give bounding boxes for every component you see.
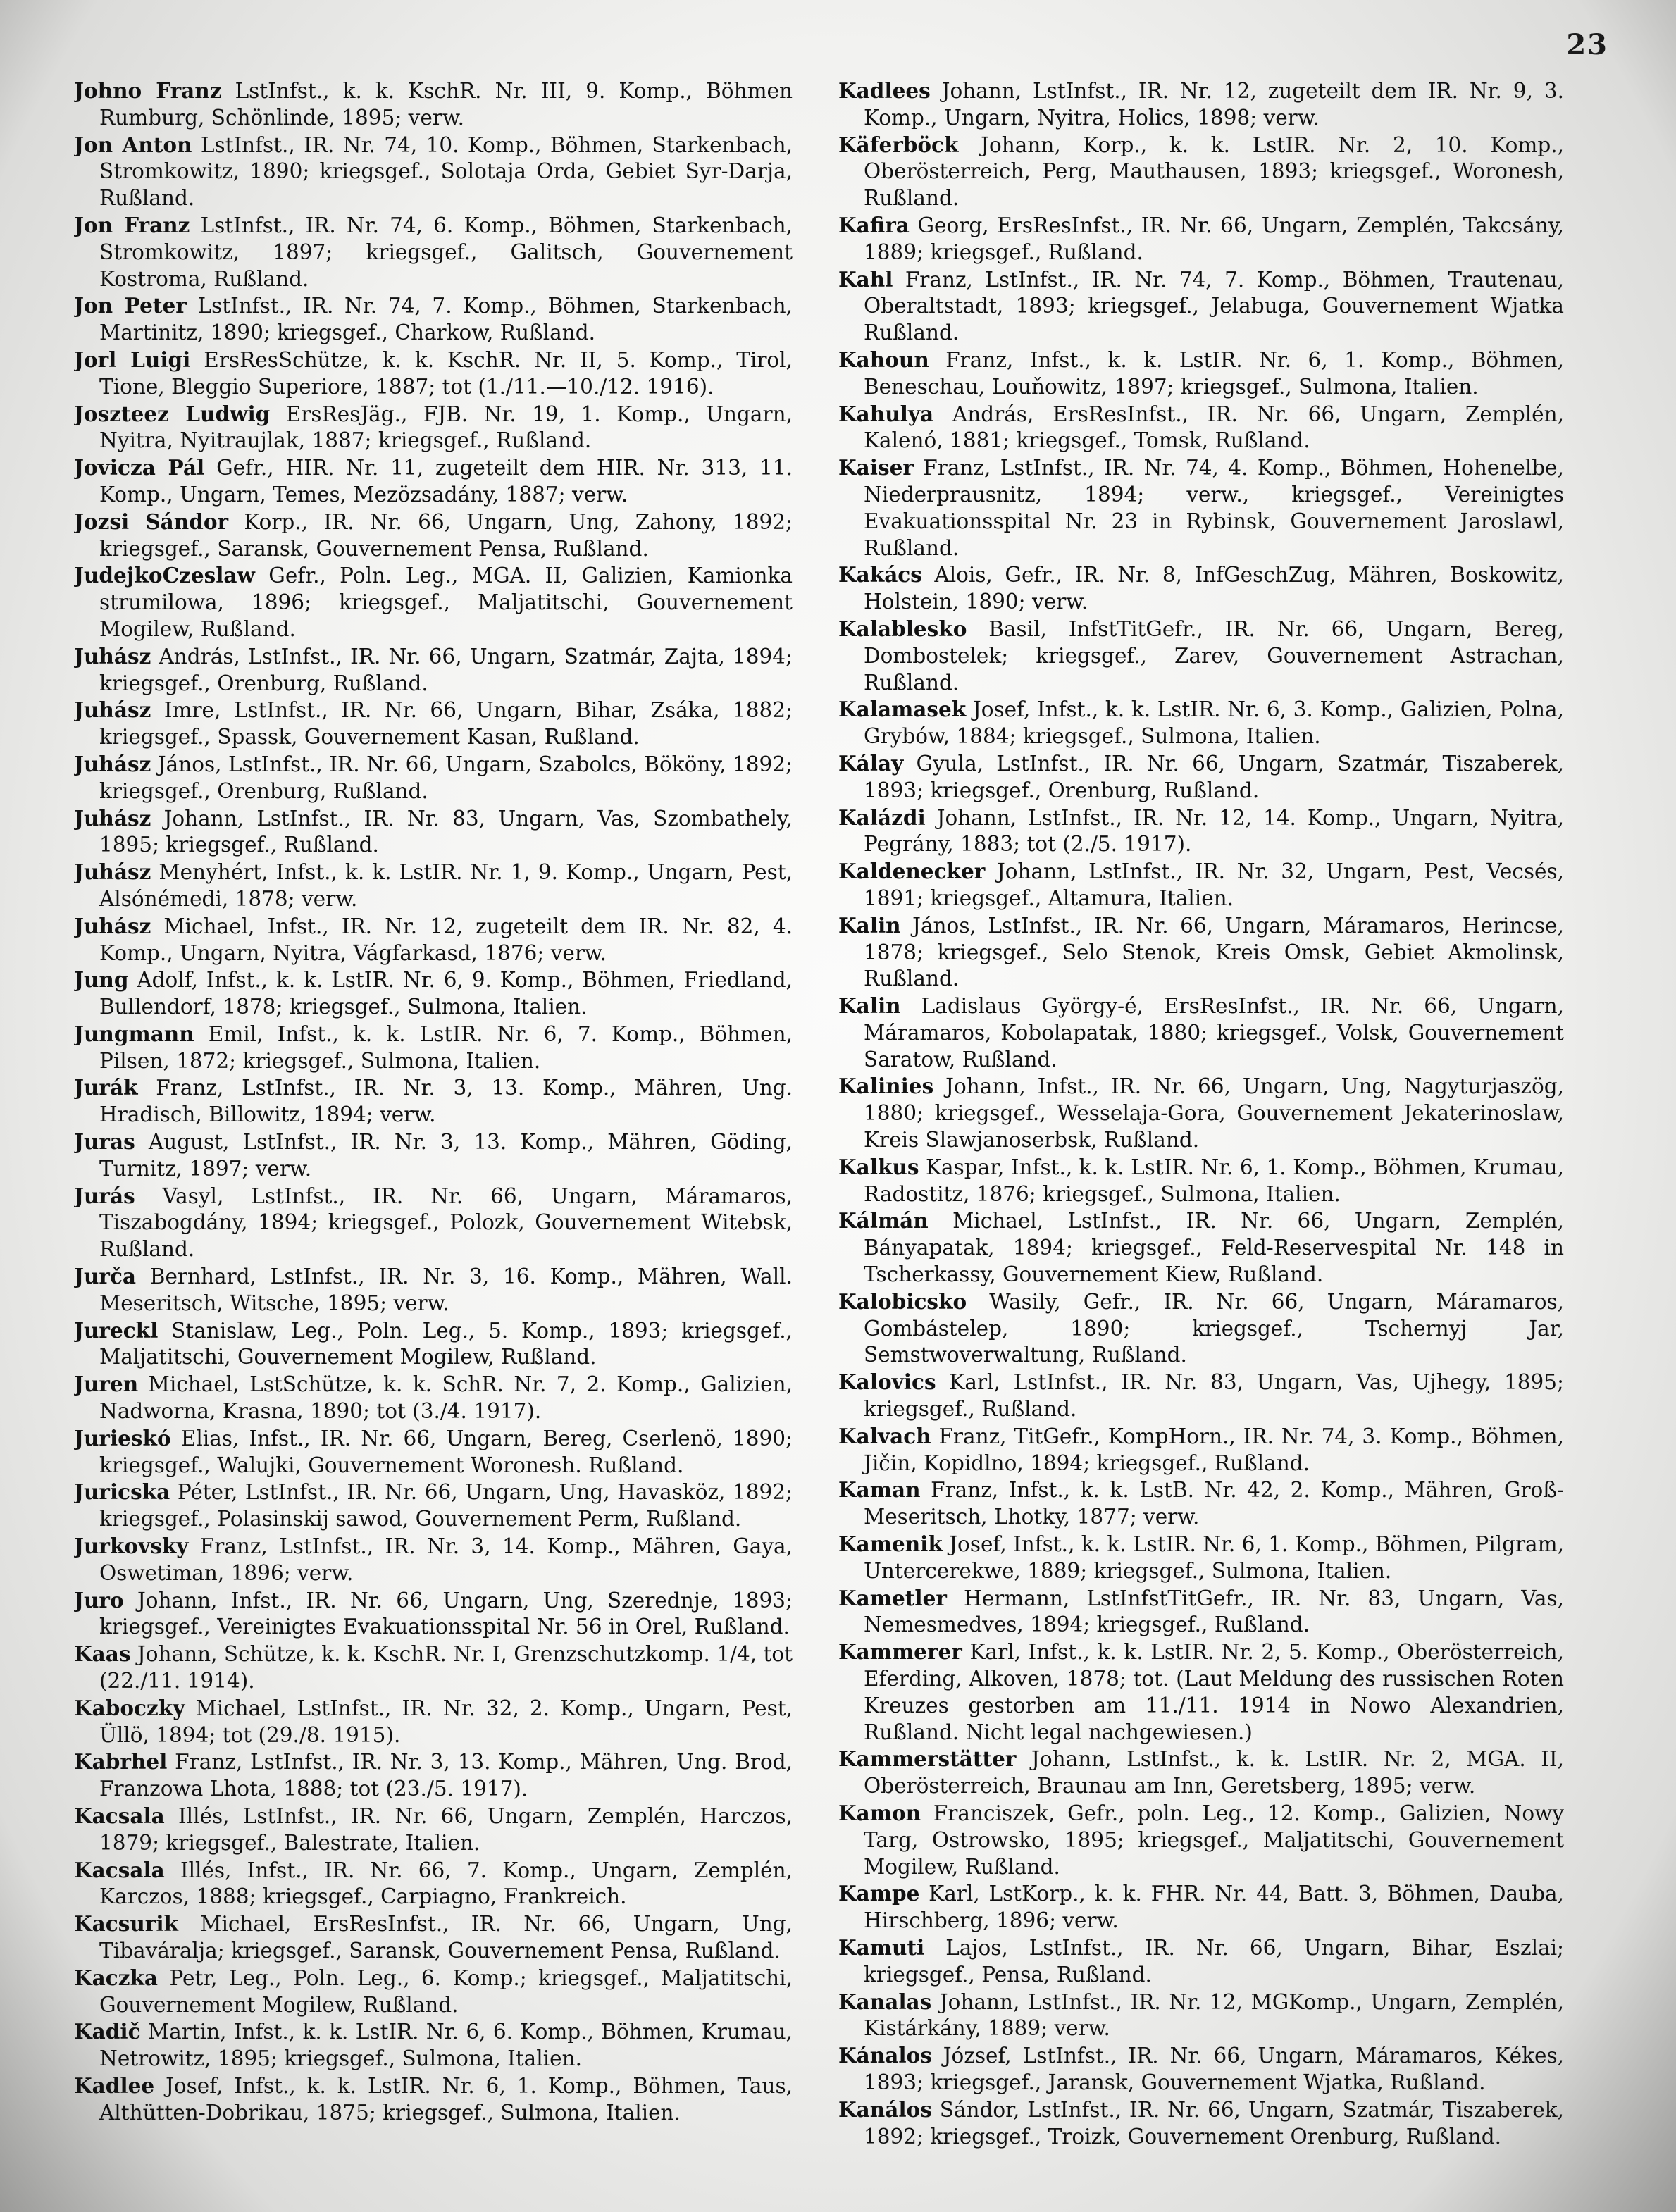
entry-name: Jung (74, 967, 129, 993)
list-entry (838, 132, 1564, 212)
list-entry (74, 454, 793, 509)
list-entry (74, 643, 793, 697)
entry-name: Jureckl (74, 1317, 159, 1343)
entry-text: Franz, Infst., k. k. LstIR. Nr. 6, 1. Komp., Böhmen, Beneschau, Louňowitz, 1897; kriegsgef., Sulmona, Italien. (864, 347, 1564, 399)
list-entry (838, 1639, 1564, 1746)
entry-name: Jon Peter (74, 293, 187, 318)
entry-text: Adolf, Infst., k. k. LstIR. Nr. 6, 9. Komp., Böhmen, Friedland, Bullendorf, 1878; kriegsgef., Sulmona, Italien. (99, 968, 793, 1019)
list-entry (838, 1880, 1564, 1934)
entry-name: Kadlees (838, 78, 931, 103)
entry-name: Jurák (74, 1075, 138, 1100)
list-entry (74, 1748, 793, 1803)
entry-name: Kammerstätter (838, 1746, 1017, 1772)
entry-name: Kaas (74, 1641, 131, 1667)
entry-text: János, LstInfst., IR. Nr. 66, Ungarn, Máramaros, Herincse, 1878; kriegsgef., Selo Stenok, Kreis Omsk, Gebiet Akmolinsk, Rußland. (864, 913, 1564, 991)
entry-text: Michael, Infst., IR. Nr. 12, zugeteilt dem IR. Nr. 82, 4. Komp., Ungarn, Nyitra, Vágfarkasd, 1876; verw. (99, 914, 793, 965)
entry-name: Jungmann (74, 1021, 194, 1046)
list-entry (838, 561, 1564, 616)
entry-name: Jurás (74, 1183, 135, 1208)
list-entry (74, 1183, 793, 1263)
entry-text: Franz, TitGefr., KompHorn., IR. Nr. 74, 3. Komp., Böhmen, Jičin, Kopidlno, 1894; kriegsgef., Rußland. (864, 1424, 1564, 1475)
entry-name: Kahulya (838, 401, 934, 426)
entry-text: LstInfst., IR. Nr. 74, 6. Komp., Böhmen, Starkenbach, Stromkowitz, 1897; kriegsgef., Galitsch, Gouvernement Kostroma, Rußland. (99, 213, 793, 291)
list-entry (838, 1207, 1564, 1288)
entry-name: Jurkovsky (74, 1534, 189, 1559)
entry-name: Kabrhel (74, 1749, 168, 1775)
entry-name: Kalinies (838, 1074, 934, 1099)
list-entry (838, 2042, 1564, 2096)
entry-text: Franz, LstInfst., IR. Nr. 3, 13. Komp., Mähren, Ung. Brod, Franzowa Lhota, 1888; tot (23./5. 1917). (99, 1750, 793, 1801)
entry-text: Emil, Infst., k. k. LstIR. Nr. 6, 7. Komp., Böhmen, Pilsen, 1872; kriegsgef., Sulmona, Italien. (99, 1021, 793, 1073)
entry-name: Kacsala (74, 1803, 165, 1828)
entry-name: Kálmán (838, 1208, 929, 1234)
entry-text: Josef, Infst., k. k. LstIR. Nr. 6, 1. Komp., Böhmen, Pilgram, Untercerekwe, 1889; kriegsgef., Sulmona, Italien. (864, 1532, 1564, 1583)
list-entry (74, 1263, 793, 1317)
entry-text: Basil, InfstTitGefr., IR. Nr. 66, Ungarn, Bereg, Dombostelek; kriegsgef., Zarev, Gouvernement Astrachan, Rußland. (864, 616, 1564, 695)
list-entry (74, 1021, 793, 1075)
list-entry (74, 1371, 793, 1425)
entry-text: Illés, Infst., IR. Nr. 66, 7. Komp., Ungarn, Zemplén, Karczos, 1888; kriegsgef., Carpiagno, Frankreich. (99, 1858, 793, 1909)
entry-text: Johann, LstInfst., IR. Nr. 12, MGKomp., Ungarn, Zemplén, Kistárkány, 1889; verw. (864, 1989, 1564, 2041)
entry-text: Johann, LstInfst., IR. Nr. 12, zugeteilt dem IR. Nr. 9, 3. Komp., Ungarn, Nyitra, Holics, 1898; verw. (864, 79, 1564, 130)
entry-name: Juhász (74, 751, 151, 776)
list-entry (74, 859, 793, 913)
entry-name: Kadič (74, 2019, 141, 2044)
list-entry (74, 1641, 793, 1695)
list-entry (74, 967, 793, 1021)
entry-name: Jovicza Pál (74, 455, 205, 480)
entry-name: Kalkus (838, 1154, 919, 1179)
list-entry (74, 697, 793, 751)
left-column (74, 77, 793, 2149)
entry-name: Kaldenecker (838, 859, 986, 884)
list-entry (838, 266, 1564, 347)
list-entry (74, 1479, 793, 1533)
entry-text: Hermann, LstInfstTitGefr., IR. Nr. 83, Ungarn, Vas, Nemesmedves, 1894; kriegsgef., Rußland. (864, 1586, 1564, 1637)
list-entry (74, 509, 793, 563)
list-entry (838, 401, 1564, 455)
entry-name: Juro (74, 1587, 124, 1613)
entry-name: Kalablesko (838, 616, 967, 641)
entry-name: Jurča (74, 1264, 137, 1289)
list-entry (838, 1154, 1564, 1208)
entry-name: Kaman (838, 1477, 921, 1503)
entry-name: Kanálos (838, 2096, 932, 2122)
entry-text: Franz, LstInfst., IR. Nr. 74, 4. Komp., Böhmen, Hohenelbe, Niederprausnitz, 1894; verw., kriegsgef., Vereinigtes Evakuationsspital Nr. 23 in Rybinsk, Gouvernement Jaroslawl, Rußland. (864, 456, 1564, 560)
entry-name: Kalovics (838, 1369, 936, 1395)
entry-text: Vasyl, LstInfst., IR. Nr. 66, Ungarn, Máramaros, Tiszabogdány, 1894; kriegsgef., Polozk, Gouvernement Witebsk, Rußland. (99, 1183, 793, 1262)
entry-name: Juhász (74, 913, 151, 938)
entry-name: Kalamasek (838, 697, 967, 722)
entry-name: JudejkoCzeslaw (74, 563, 255, 588)
entry-name: Kacsala (74, 1857, 165, 1882)
entry-name: Juhász (74, 697, 151, 723)
page-number: 23 (1566, 28, 1608, 61)
entry-name: Kálay (838, 750, 904, 776)
entry-text: Alois, Gefr., IR. Nr. 8, InfGeschZug, Mähren, Boskowitz, Holstein, 1890; verw. (864, 563, 1564, 614)
entry-text: Korp., IR. Nr. 66, Ungarn, Ung, Zahony, 1892; kriegsgef., Saransk, Gouvernement Pensa, Rußland. (99, 509, 793, 561)
list-entry (74, 2018, 793, 2073)
entry-text: Franz, LstInfst., IR. Nr. 74, 7. Komp., Böhmen, Trautenau, Oberaltstadt, 1893; kriegsgef., Jelabuga, Gouvernement Wjatka Rußland. (864, 267, 1564, 345)
entry-name: Juhász (74, 859, 151, 885)
entry-name: Juhász (74, 643, 151, 669)
list-entry (74, 401, 793, 455)
list-entry (74, 292, 793, 347)
entry-text: Gefr., Poln. Leg., MGA. II, Galizien, Kamionka strumilowa, 1896; kriegsgef., Maljatitschi, Gouvernement Mogilew, Rußland. (99, 564, 793, 641)
entry-name: Kanalas (838, 1989, 932, 2014)
list-entry (74, 1425, 793, 1479)
entry-text: Josef, Infst., k. k. LstIR. Nr. 6, 1. Komp., Böhmen, Taus, Althütten-Dobrikau, 1875; kriegsgef., Sulmona, Italien. (99, 2073, 793, 2125)
entry-text: Georg, ErsResInfst., IR. Nr. 66, Ungarn, Zemplén, Takcsány, 1889; kriegsgef., Rußland. (864, 213, 1564, 264)
entry-text: Stanislaw, Leg., Poln. Leg., 5. Komp., 1893; kriegsgef., Maljatitschi, Gouvernement Mogilew, Rußland. (99, 1318, 793, 1369)
entry-name: Johno Franz (74, 78, 222, 103)
entry-name: Kahoun (838, 347, 929, 372)
list-entry (838, 1531, 1564, 1585)
list-entry (74, 1695, 793, 1749)
entry-text: Illés, LstInfst., IR. Nr. 66, Ungarn, Zemplén, Harczos, 1879; kriegsgef., Balestrate, Italien. (99, 1804, 793, 1855)
entry-text: Bernhard, LstInfst., IR. Nr. 3, 16. Komp., Mähren, Wall. Meseritsch, Witsche, 1895; verw. (99, 1265, 793, 1315)
entry-text: Johann, Korp., k. k. LstIR. Nr. 2, 10. Komp., Oberösterreich, Perg, Mauthausen, 1893; kriegsgef., Woronesh, Rußland. (864, 132, 1564, 211)
list-entry (838, 347, 1564, 401)
list-entry (74, 212, 793, 292)
entry-text: Johann, Infst., IR. Nr. 66, Ungarn, Ung, Nagyturjaszög, 1880; kriegsgef., Wesselaja-Gora, Gouvernement Jekaterinoslaw, Kreis Slawjanoserbsk, Rußland. (864, 1074, 1564, 1152)
entry-text: Péter, LstInfst., IR. Nr. 66, Ungarn, Ung, Havasköz, 1892; kriegsgef., Polasinskij sawod, Gouvernement Perm, Rußland. (99, 1480, 793, 1531)
list-entry (838, 750, 1564, 804)
list-entry (838, 1989, 1564, 2043)
entry-name: Kaczka (74, 1965, 159, 1990)
entry-text: Menyhért, Infst., k. k. LstIR. Nr. 1, 9. Komp., Ungarn, Pest, Alsónémedi, 1878; verw. (99, 860, 793, 911)
entry-text: Lajos, LstInfst., IR. Nr. 66, Ungarn, Bihar, Eszlai; kriegsgef., Pensa, Rußland. (864, 1935, 1564, 1987)
list-entry (74, 751, 793, 805)
entry-text: Johann, LstInfst., IR. Nr. 83, Ungarn, Vas, Szombathely, 1895; kriegsgef., Rußland. (99, 806, 793, 857)
entry-name: Kaiser (838, 455, 914, 480)
entry-name: Kahl (838, 266, 893, 292)
entry-text: Johann, Schütze, k. k. KschR. Nr. I, Grenzschutzkomp. 1/4, tot (22./11. 1914). (99, 1642, 793, 1694)
entry-text: Kaspar, Infst., k. k. LstIR. Nr. 6, 1. Komp., Böhmen, Krumau, Radostitz, 1876; kriegsgef., Sulmona, Italien. (864, 1155, 1564, 1206)
entry-text: Martin, Infst., k. k. LstIR. Nr. 6, 6. Komp., Böhmen, Krumau, Netrowitz, 1895; kriegsgef., Sulmona, Italien. (99, 2020, 793, 2071)
entry-text: LstInfst., IR. Nr. 74, 10. Komp., Böhmen, Starkenbach, Stromkowitz, 1890; kriegsgef., Solotaja Orda, Gebiet Syr-Darja, Rußland. (99, 132, 793, 211)
entry-text: Wasily, Gefr., IR. Nr. 66, Ungarn, Máramaros, Gombástelep, 1890; kriegsgef., Tschernyj Jar, Semstwoverwaltung, Rußland. (864, 1289, 1564, 1367)
entry-text: János, LstInfst., IR. Nr. 66, Ungarn, Szabolcs, Bököny, 1892; kriegsgef., Orenburg, Rußland. (99, 752, 793, 803)
list-entry (838, 77, 1564, 132)
list-entry (74, 77, 793, 132)
entry-text: Johann, LstInfst., IR. Nr. 12, 14. Komp., Ungarn, Nyitra, Pegrány, 1883; tot (2./5. 1917). (864, 805, 1564, 857)
entry-name: Käferböck (838, 132, 959, 157)
list-entry (74, 913, 793, 967)
list-entry (74, 1129, 793, 1183)
entry-name: Kalin (838, 993, 901, 1019)
entry-name: Kalázdi (838, 804, 926, 830)
entry-text: Imre, LstInfst., IR. Nr. 66, Ungarn, Bihar, Zsáka, 1882; kriegsgef., Spassk, Gouvernement Kasan, Rußland. (99, 698, 793, 750)
entry-name: Kalobicsko (838, 1288, 967, 1314)
entry-name: Jorl Luigi (74, 347, 191, 372)
entry-name: Jon Franz (74, 212, 190, 237)
list-entry (74, 2073, 793, 2127)
entry-name: Jon Anton (74, 132, 192, 157)
list-entry (838, 1073, 1564, 1153)
entry-name: Kammerer (838, 1639, 962, 1665)
list-entry (74, 132, 793, 212)
entry-text: Gyula, LstInfst., IR. Nr. 66, Ungarn, Szatmár, Tiszaberek, 1893; kriegsgef., Orenburg, Rußland. (864, 751, 1564, 802)
entry-text: LstInfst., k. k. KschR. Nr. III, 9. Komp., Böhmen Rumburg, Schönlinde, 1895; verw. (99, 79, 793, 130)
list-entry (838, 1423, 1564, 1477)
entry-text: Elias, Infst., IR. Nr. 66, Ungarn, Bereg, Cserlenö, 1890; kriegsgef., Walujki, Gouvernement Woronesh. Rußland. (99, 1426, 793, 1477)
list-entry (838, 858, 1564, 912)
entry-name: Kamuti (838, 1934, 925, 1960)
entry-name: Kafira (838, 212, 910, 237)
list-entry (74, 1074, 793, 1129)
entry-text: ErsResSchütze, k. k. KschR. Nr. II, 5. Komp., Tirol, Tione, Bleggio Superiore, 1887; tot (1./11.—10./12. 1916). (99, 347, 793, 399)
list-entry (838, 1288, 1564, 1369)
entry-name: Kamon (838, 1801, 921, 1825)
entry-name: Juhász (74, 805, 151, 831)
entry-text: Michael, LstSchütze, k. k. SchR. Nr. 7, 2. Komp., Galizien, Nadworna, Krasna, 1890; tot (3./4. 1917). (99, 1372, 793, 1424)
list-entry (74, 805, 793, 859)
list-entry (74, 562, 793, 642)
list-entry (74, 1965, 793, 2019)
entry-name: Juras (74, 1129, 135, 1155)
list-entry (838, 1477, 1564, 1531)
list-entry (74, 1857, 793, 1911)
entry-text: Franz, LstInfst., IR. Nr. 3, 14. Komp., Mähren, Gaya, Oswetiman, 1896; verw. (99, 1534, 793, 1585)
list-entry (74, 1910, 793, 1965)
entry-text: August, LstInfst., IR. Nr. 3, 13. Komp., Mähren, Göding, Turnitz, 1897; verw. (99, 1130, 793, 1181)
entry-text: ErsResJäg., FJB. Nr. 19, 1. Komp., Ungarn, Nyitra, Nyitraujlak, 1887; kriegsgef., Rußland. (99, 402, 793, 453)
entry-text: Ladislaus György-é, ErsResInfst., IR. Nr. 66, Ungarn, Máramaros, Kobolapatak, 1880; kriegsgef., Volsk, Gouvernement Saratow, Rußland. (864, 994, 1564, 1071)
entry-name: Kalvach (838, 1423, 931, 1448)
entry-name: Kaboczky (74, 1695, 185, 1720)
list-entry (74, 1533, 793, 1587)
entry-text: Gefr., HIR. Nr. 11, zugeteilt dem HIR. Nr. 313, 11. Komp., Ungarn, Temes, Mezözsadány, 1887; verw. (99, 456, 793, 507)
entry-name: Kamenik (838, 1531, 943, 1557)
list-entry (838, 454, 1564, 561)
right-column (838, 77, 1564, 2149)
entry-name: Jozsi Sándor (74, 509, 229, 534)
entry-text: András, LstInfst., IR. Nr. 66, Ungarn, Szatmár, Zajta, 1894; kriegsgef., Orenburg, Rußland. (99, 644, 793, 695)
entry-text: Johann, LstInfst., k. k. LstIR. Nr. 2, MGA. II, Oberösterreich, Braunau am Inn, Geretsberg, 1895; verw. (864, 1747, 1564, 1798)
entry-text: Petr, Leg., Poln. Leg., 6. Komp.; kriegsgef., Maljatitschi, Gouvernement Mogilew, Rußland. (99, 1965, 793, 2017)
entry-name: Kacsurik (74, 1911, 178, 1937)
list-entry (838, 212, 1564, 266)
list-entry (838, 1746, 1564, 1800)
entry-name: Kakács (838, 562, 922, 588)
list-entry (74, 1803, 793, 1857)
entry-name: Kadlee (74, 2073, 155, 2098)
list-entry (838, 1800, 1564, 1880)
entry-text: Josef, Infst., k. k. LstIR. Nr. 6, 3. Komp., Galizien, Polna, Grybów, 1884; kriegsgef., Sulmona, Italien. (864, 697, 1564, 749)
entry-text: Karl, LstInfst., IR. Nr. 83, Ungarn, Vas, Ujhegy, 1895; kriegsgef., Rußland. (864, 1370, 1564, 1422)
entry-text: András, ErsResInfst., IR. Nr. 66, Ungarn, Zemplén, Kalenó, 1881; kriegsgef., Tomsk, Rußland. (864, 402, 1564, 453)
entry-name: Kalin (838, 912, 901, 938)
entry-name: Kánalos (838, 2043, 932, 2068)
list-entry (74, 1317, 793, 1372)
entry-text: Michael, LstInfst., IR. Nr. 32, 2. Komp., Ungarn, Pest, Üllö, 1894; tot (29./8. 1915). (99, 1696, 793, 1747)
entry-text: Sándor, LstInfst., IR. Nr. 66, Ungarn, Szatmár, Tiszaberek, 1892; kriegsgef., Troizk, Gouvernement Orenburg, Rußland. (864, 2097, 1564, 2149)
entry-name: Juricska (74, 1479, 170, 1505)
entry-text: Johann, Infst., IR. Nr. 66, Ungarn, Ung, Szerednje, 1893; kriegsgef., Vereinigtes Evakuationsspital Nr. 56 in Orel, Rußland. (99, 1588, 793, 1639)
list-entry (838, 616, 1564, 696)
entry-text: Franz, Infst., k. k. LstB. Nr. 42, 2. Komp., Mähren, Groß-Meseritsch, Lhotky, 1877; verw. (864, 1478, 1564, 1529)
entry-name: Kametler (838, 1585, 947, 1610)
entry-text: Franz, LstInfst., IR. Nr. 3, 13. Komp., Mähren, Ung. Hradisch, Billowitz, 1894; verw. (99, 1076, 793, 1127)
list-entry (838, 1934, 1564, 1989)
entry-text: LstInfst., IR. Nr. 74, 7. Komp., Böhmen, Starkenbach, Martinitz, 1890; kriegsgef., Charkow, Rußland. (99, 294, 793, 345)
entry-name: Juren (74, 1372, 139, 1397)
list-entry (838, 1369, 1564, 1423)
entry-text: Karl, Infst., k. k. LstIR. Nr. 2, 5. Komp., Oberösterreich, Eferding, Alkoven, 1878; tot. (Laut Meldung des russischen Roten Kreuzes gestorben am 11./11. 1914 in Nowo Alexandrien, Rußland. Nicht legal nachgewiesen.) (864, 1640, 1564, 1744)
entry-text: Johann, LstInfst., IR. Nr. 32, Ungarn, Pest, Vecsés, 1891; kriegsgef., Altamura, Italien. (864, 859, 1564, 910)
list-entry (74, 1587, 793, 1641)
list-entry (838, 993, 1564, 1073)
entry-text: Michael, LstInfst., IR. Nr. 66, Ungarn, Zemplén, Bányapatak, 1894; kriegsgef., Feld-Reservespital Nr. 148 in Tscherkassy, Gouvernement Kiew, Rußland. (864, 1209, 1564, 1287)
list-entry (838, 912, 1564, 993)
list-entry (838, 1585, 1564, 1639)
entry-text: Franciszek, Gefr., poln. Leg., 12. Komp., Galizien, Nowy Targ, Ostrowsko, 1895; kriegsgef., Maljatitschi, Gouvernement Mogilew, Rußland. (864, 1801, 1564, 1879)
entry-text: Michael, ErsResInfst., IR. Nr. 66, Ungarn, Ung, Tibaváralja; kriegsgef., Saransk, Gouvernement Pensa, Rußland. (99, 1912, 793, 1963)
entry-text: József, LstInfst., IR. Nr. 66, Ungarn, Máramaros, Kékes, 1893; kriegsgef., Jaransk, Gouvernement Wjatka, Rußland. (864, 2044, 1564, 2094)
entry-text: Karl, LstKorp., k. k. FHR. Nr. 44, Batt. 3, Böhmen, Dauba, Hirschberg, 1896; verw. (864, 1882, 1564, 1933)
entry-name: Jurieskó (74, 1425, 171, 1450)
list-entry (838, 696, 1564, 750)
list-entry (838, 2096, 1564, 2149)
list-entry (74, 347, 793, 401)
list-entry (838, 804, 1564, 859)
entry-name: Joszteez Ludwig (74, 401, 271, 426)
entry-name: Kampe (838, 1881, 920, 1906)
